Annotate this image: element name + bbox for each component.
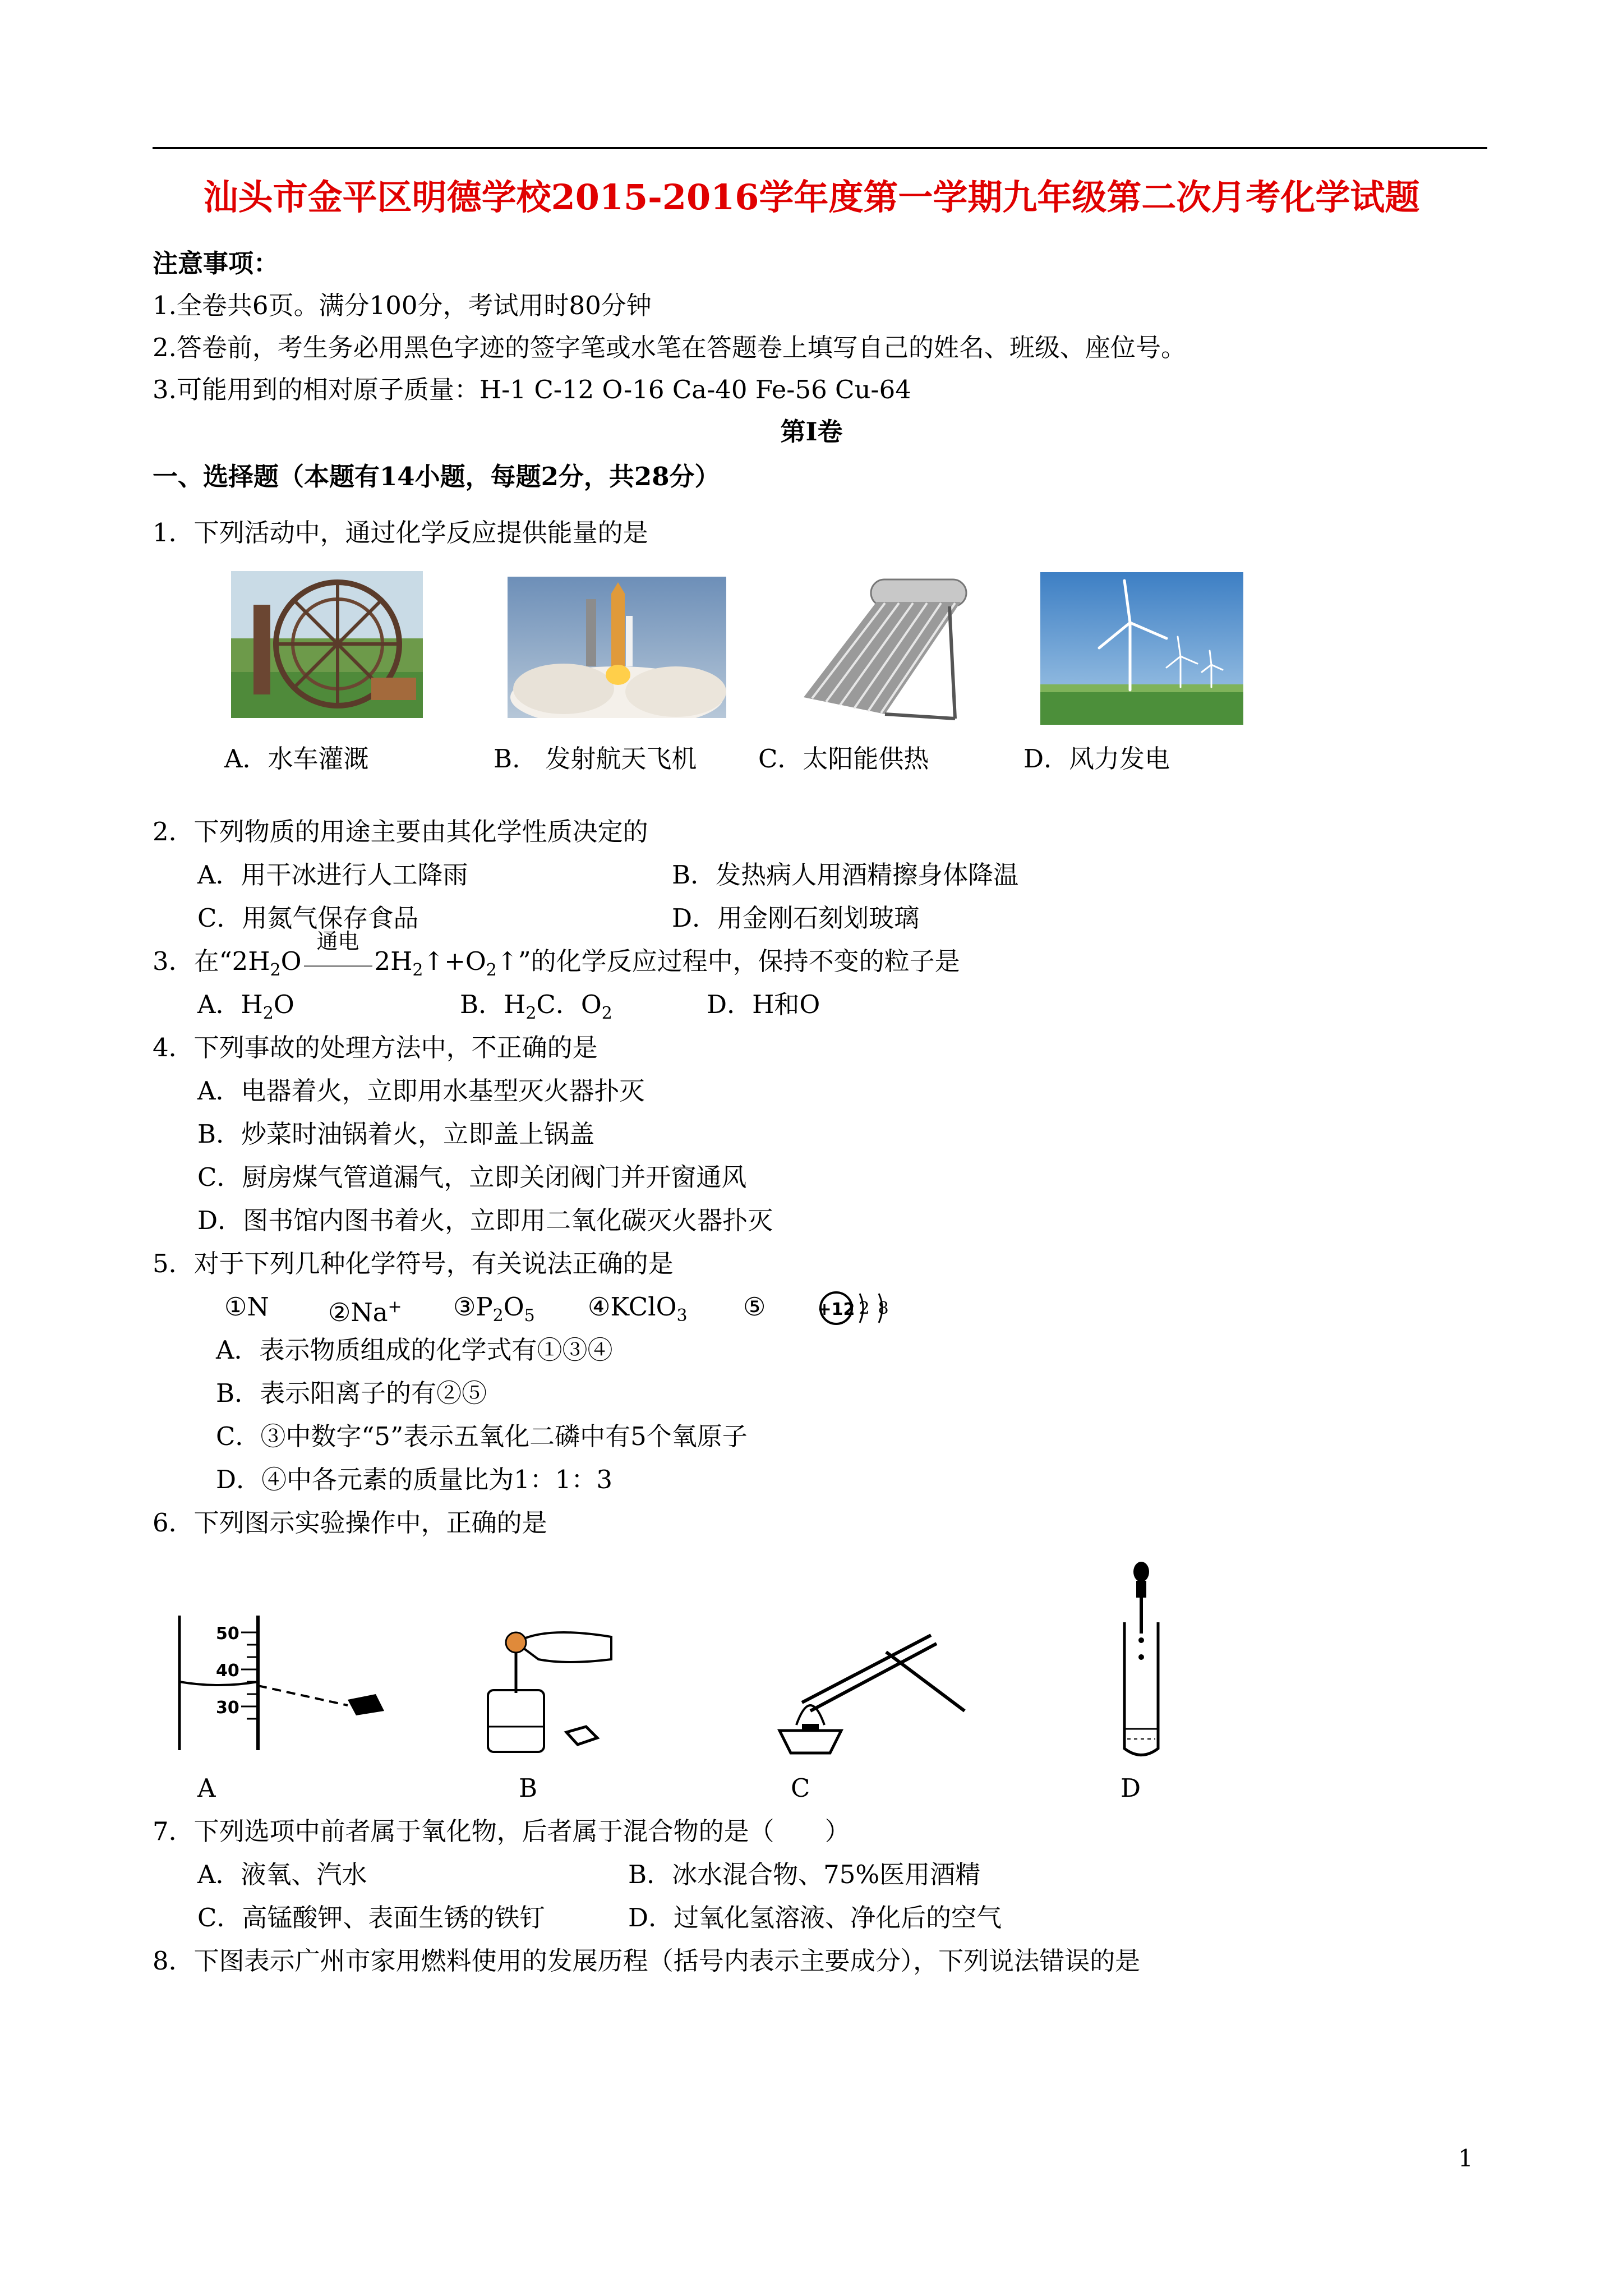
q4-option-d: D．图书馆内图书着火，立即用二氧化碳灭火器扑灭 [197, 1205, 773, 1235]
q6-stem: 6．下列图示实验操作中，正确的是 [153, 1508, 547, 1538]
header-rule [153, 147, 1487, 149]
q3-products: $2H_2↑+O_2↑$ [374, 946, 518, 980]
exam-title: 汕头市金平区明德学校2015-2016学年度第一学期九年级第二次月考化学试题 [203, 177, 1420, 218]
q6-label-b: B [519, 1773, 538, 1803]
q4-option-c: C．厨房煤气管道漏气，立即关闭阀门并开窗通风 [197, 1162, 747, 1192]
q2-stem: 2．下列物质的用途主要由其化学性质决定的 [153, 817, 648, 846]
q1-option-c: C．太阳能供热 [758, 744, 929, 774]
q8-stem: 8．下图表示广州市家用燃料使用的发展历程（括号内表示主要成分），下列说法错误的是 [153, 1946, 1141, 1976]
q7-option-b: B．冰水混合物、75%医用酒精 [628, 1860, 981, 1889]
q7-option-a: A．液氧、汽水 [197, 1860, 367, 1889]
q4-option-a: A．电器着火，立即用水基型灭火器扑灭 [197, 1076, 645, 1106]
q3-reactant: $2H_2O$ [232, 946, 302, 980]
section-heading: 一、选择题（本题有14小题，每题2分，共28分） [153, 462, 720, 491]
q7-option-d: D．过氧化氢溶液、净化后的空气 [628, 1903, 1002, 1932]
heating-test-tube-diagram [768, 1618, 970, 1756]
q3-option-bc: B．$H_2C$．$O_2$ [460, 990, 612, 1023]
q1-option-b: B. 发射航天飞机 [494, 744, 697, 774]
q3-stem [153, 929, 960, 987]
q6-label-c: C [791, 1773, 810, 1803]
q5-option-c: C．③中数字“5”表示五氧化二磷中有5个氧原子 [216, 1421, 748, 1451]
atom-structure-diagram [816, 1288, 906, 1327]
q5-option-d: D．④中各元素的质量比为1：1：3 [216, 1465, 612, 1494]
q3-lead: 3．在“ [153, 946, 232, 976]
q1-stem: 1．下列活动中，通过化学反应提供能量的是 [153, 518, 648, 547]
nucleus-charge: +12 [817, 1300, 855, 1319]
q5-stem: 5．对于下列几种化学符号，有关说法正确的是 [153, 1249, 674, 1278]
notes-heading: 注意事项： [153, 249, 279, 278]
shell-1-electrons: 2 [859, 1299, 870, 1318]
q5-symbol-2: ②Na+ [328, 1297, 402, 1327]
q5-symbol-1: ①N [224, 1292, 269, 1322]
cylinder-reading-diagram [163, 1616, 398, 1750]
q2-option-a: A．用干冰进行人工降雨 [197, 860, 468, 890]
shell-2-electrons: 8 [878, 1299, 889, 1318]
q6-label-a: A [197, 1773, 216, 1803]
q3-tail: ”的化学反应过程中，保持不变的粒子是 [518, 946, 960, 976]
tick-50: 50 [216, 1624, 239, 1644]
q2-option-b: B．发热病人用酒精擦身体降温 [672, 860, 1019, 890]
q3-condition: 通电 [316, 929, 359, 954]
q4-stem: 4．下列事故的处理方法中，不正确的是 [153, 1033, 598, 1062]
q5-symbol-4: ④KClO$_3$ [588, 1292, 688, 1326]
q6-label-d: D [1121, 1773, 1141, 1803]
q1-option-a: A．水车灌溉 [224, 744, 369, 774]
solar-water-heater-photo [787, 568, 975, 724]
volume-heading: 第Ⅰ卷 [780, 417, 843, 447]
q1-option-d: D．风力发电 [1023, 744, 1170, 774]
q5-symbol-5: ⑤ [743, 1292, 766, 1322]
q2-option-c: C．用氮气保存食品 [197, 903, 419, 933]
q3-equals-sign [304, 965, 372, 967]
q2-option-d: D．用金刚石刻划玻璃 [672, 903, 920, 933]
q3-option-a: A．$H_2O$ [197, 990, 294, 1023]
space-shuttle-launch-photo [508, 577, 726, 718]
q5-symbol-3: $③P_2O_5$ [453, 1292, 535, 1326]
q4-option-b: B．炒菜时油锅着火，立即盖上锅盖 [197, 1119, 595, 1149]
tick-40: 40 [216, 1661, 239, 1681]
wind-turbines-photo [1040, 572, 1243, 725]
q5-option-b: B．表示阳离子的有②⑤ [216, 1378, 487, 1408]
q3-reaction-arrow [302, 929, 375, 978]
q7-option-c: C．高锰酸钾、表面生锈的铁钉 [197, 1903, 545, 1932]
notes-line-3: 3.可能用到的相对原子质量：H-1 C-12 O-16 Ca-40 Fe-56 Cu-64 [153, 375, 911, 404]
dropper-bottle-diagram [482, 1620, 623, 1755]
notes-line-2: 2.答卷前，考生务必用黑色字迹的签字笔或水笔在答题卷上填写自己的姓名、班级、座位号。 [153, 333, 1186, 362]
q3-option-d: D．H和O [707, 990, 820, 1019]
q5-option-a: A．表示物质组成的化学式有①③④ [216, 1335, 613, 1365]
tick-30: 30 [216, 1698, 239, 1718]
waterwheel-photo [231, 571, 423, 718]
q7-stem: 7．下列选项中前者属于氧化物，后者属于混合物的是（ ） [153, 1816, 850, 1846]
dropping-liquid-diagram [1110, 1561, 1172, 1761]
page-number: 1 [1458, 2145, 1473, 2172]
notes-line-1: 1.全卷共6页。满分100分，考试用时80分钟 [153, 291, 652, 320]
